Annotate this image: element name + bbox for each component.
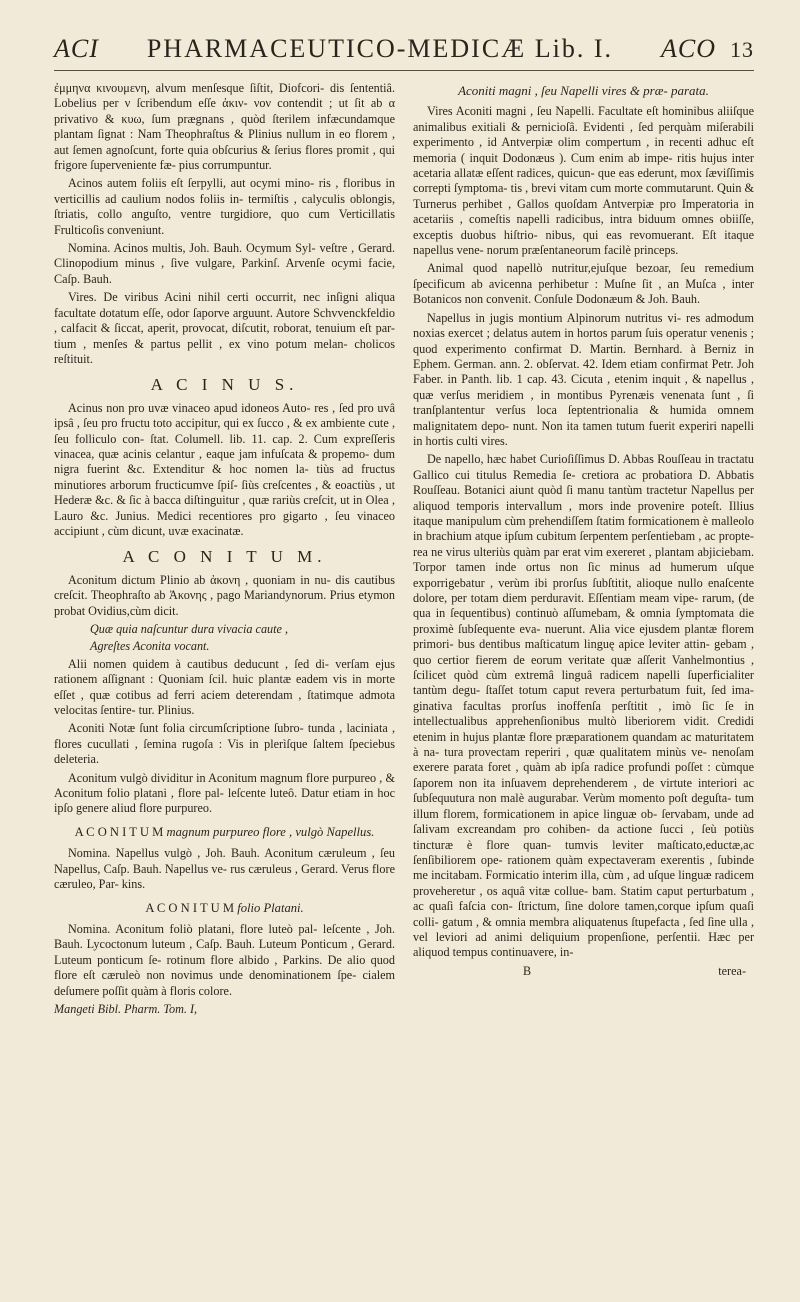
paragraph: Aconitum dictum Plinio ab ἀκονη , quoniam in nu- dis cautibus creſcit. Theophraſto ab Ἀκονης , pago Mariandynorum. Prius etymon probat Ovidius,cùm dicit. xyxy=(54,572,395,618)
paragraph: Acinos autem foliis eſt ſerpylli, aut ocymi mino- ris , floribus in verticillis ad caulium nodos foliis in- termiſtis , calyculis oblongis, ſtriatis, collo anguſto, ventre turgidiore, quo cum Verticillatis Frulticoſis conveniunt. xyxy=(54,176,395,237)
verse-line: Quæ quia naſcuntur dura vivacia caute , xyxy=(90,622,289,636)
signature-mark: B xyxy=(523,963,532,978)
header-right: ACO xyxy=(661,34,716,63)
running-header xyxy=(54,34,754,71)
catchword: terea- xyxy=(718,963,746,978)
verse-line: Agreſtes Aconita vocant. xyxy=(90,639,210,654)
paragraph: Vires Aconiti magni , ſeu Napelli. Facultate eſt hominibus aliiſque animalibus exitiali & pernicioſâ. Evidenti , ſed perquàm miſerabili experimento , id Antverpiæ olim compertum , in recenti adhuc eſt memoria ( inquit Dodonæus ). Cum enim ab impe- ritis hujus inter acetaria allatæ eſſent radices, quicun- que eas ederunt, mox ſæviſſimis correpti ſymptoma- tis , brevi vitam cum morte commutarunt. Quin & Turnerus perhibet , Gallos quoſdam Antverpiæ pro Imperatoria in acetariis , comeſtis napelli radicibus, intra biduum omnes obiiſſe, exceptis duobus hiſtrio- nibus, qui eas revomuerant. Eſt itaque napellus vene- norum præſentaneorum facilè princeps. xyxy=(413,104,754,258)
paragraph: De napello, hæc habet Curioſiſſimus D. Abbas Rouſſeau in tractatu Gallico cui titulus Remedia ſe- cretiora ac probatiora D. Abbatis Rouſſeau. Botanici aiunt quòd ſi manu tantùm tractetur Napellus per aliquod temporis intervallum , mors inde provenire poteſt. Illius itaque manipulum cùm prehendiſſem ſtatim formicationem è malleolo in brachium atque ipſum cubitum ſerpentem perſentiebam , ac propte- rea ne virus ulteriùs quàm par erat vim exereret , plantam abjiciebam. Torpor tamen inde ortus non ſic minus ad humerum uſque exporrigebatur , verùm ibi prorſus ſubſtitit, alioque nullo enaſcente dolore, per totam diem perduravit. Eſſentiam meam vipe- rarum, (de qua in ſequentibus) continuò aſſumebam, & omnia ſymptomata die proximè ſubſequente eva- nuerunt. Alia vice ejusdem plantæ florem primori- bus dentibus maſticatum linguę apice leviter attin- gebam , quo certior fierem de eorum veritate quæ aſſerit Vanhelmontius , ſcilicet quòd cùm extremâ linguâ radicem napelli ſuperficialiter tantùm degu- ſtaſſet totum caput revera perturbatum fuit, ſed ima- ginativa facultas prorſus inoffenſa perſtitit , imò ſic ſe in intellectualibus apprehenſionibus multò liberiorem vidit. Credidi etenim in hujus plantæ flore præparationem quandam ac maturitatem à na- tura provectam reperiri , quæ qualitatem minùs ve- nenoſam exerere parata foret , quàm ab ipſa radice profundi poſſet : cùmque ſaporem non ita inſuavem deprehenderem , de virtute interiori ac ſubſequutura non malè augurabar. Verùm momento poſt deguſta- tum illum florem, formicationem in apice linguæ ob- ſervabam, unde ad ſalivam excreandam pro cohiben- da actione ſucci , ſeù potiùs tincturæ è flore quan- tumvis leviter maſticato,eductæ,ac ſenſibiliorem ope- rationem quàm expectaveram exerentis , ſubinde me incitabam. Formicatio interim illa, cùm , ad uſque linguæ radicem proveheretur , os aquâ vitæ collue- bam. Statim caput perturbatum , ac quaſi faſcia con- ſtrictum, ſine dolore tamen,corque ipſum quaſi colli- gatum , & omnia membra aliquatenus ſtupefacta , ſed ſine ulla , vel leviori ad animi deliquium propenſione, perſentii. Hæc per aliquod tempus continuavere, in- xyxy=(413,452,754,960)
footer-signature: Mangeti Bibl. Pharm. Tom. I, xyxy=(54,1001,198,1016)
header-title: PHARMACEUTICO-MEDICÆ Lib. I. xyxy=(146,34,614,63)
paragraph: Animal quod napellò nutritur,ejuſque bezoar, ſeu remedium ſpecificum ab avicenna perhibetur : Muſne ſit , an Muſca , inter Botanicos non convenit. Conſule Dodonæum & Joh. Bauh. xyxy=(413,261,754,307)
paragraph: ἐμμηνα κινουμενη, alvum menſesque ſiſtit, Diofcori- dis ſententiâ. Lobelius per ν ſcribendum eſſe ἀκιν- νον contendit ; ut ſit ab α privativo & κυω, ſum prægnans , quòd ſterilem infæcundamque plantam ſignat : Nam Theophraſtus & Plinius nullum in eo florem , aut ſemen agnoſcunt, forte quia obſcurius & ſerius flores promit , qui frigore ſuperveniente fæ- pius corrumpuntur. xyxy=(54,81,395,173)
right-column xyxy=(413,81,754,1020)
paragraph: Alii nomen quidem à cautibus deducunt , ſed di- verſam ejus rationem aſſignant : Quoniam ſcil. huic plantæ eadem vis in morte eſſet , quæ cotibus ad ferri aciem deterendam , ſtatimque admota velocitas ſentire- tur. Plinius. xyxy=(54,656,395,718)
section-heading: A C I N U S. xyxy=(150,375,299,395)
left-column xyxy=(54,81,395,1020)
paragraph: Aconiti Notæ ſunt folia circumſcriptione ſubro- tunda , laciniata , flores cucullati , ſemina rugoſa : Vis in plerìſque ſaltem ſpeciebus deleteria. xyxy=(54,721,395,767)
paragraph: Aconitum vulgò dividitur in Aconitum magnum flore purpureo , & Aconitum folio platani , flore pal- leſcente luteô. Datur etiam in hoc ipſo genere aliud flore purpureo. xyxy=(54,770,395,816)
paragraph: Acinus non pro uvæ vinaceo apud idoneos Auto- res , ſed pro uvâ ipsâ , ſeu pro fructu toto accipitur, qui ex ſucco , & ex ambiente cute , ſeu folliculo con- ſtat. Columell. lib. 11. cap. 2. Cum expreſſeris vinacea, quæ acinis celantur , eaque jam infuſcata & propemo- dum nigra fuerint &c. Extenditur & hoc nomen la- tiùs ad fructus minutiores arborum fructicumve ſpiſ- ſiùs creſcentes , & eoactiùs , ut Hederæ &c. & ſic à bacca diſtinguitur , quæ rariùs creſcit, ut in Olea , Lauro &c. Junius. Medici recentiores pro gigarto , ſeu vinaceo accipiunt , cùm dicunt, uvæ exacinatæ. xyxy=(54,400,395,538)
paragraph: Nomina. Acinos multis, Joh. Bauh. Ocymum Syl- veſtre , Gerard. Clinopodium minus , ſive vulgare, Parkinſ. Arvenſe ocymi facie, Caſp. Bauh. xyxy=(54,241,395,286)
subsection-lead: A C O N I T U M xyxy=(74,824,167,839)
text-columns xyxy=(54,81,754,1020)
subsection-lead: A C O N I T U M xyxy=(145,900,238,915)
header-left: ACI xyxy=(54,34,99,63)
section-heading: A C O N I T U M. xyxy=(122,547,327,567)
paragraph: Napellus in jugis montium Alpinorum nutritus vi- res admodum noxias exercet ; delatus autem in hortos parum ſuis operatur venenis ; quod experimento confirmat D. Martin. Bernhard. à Berniz in Ephem. German. ann. 2. obſervat. 42. Idem etiam confirmat Petr. Joh Faber. in Panth. lib. 1 cap. 43. Cicuta , etenim inquit , & napellus , quæ verſus meridiem , in montibus Pyrenæis venenata ſunt , ſi tranſplantentur verſus loca ſeptentrionalia & humida omnem malignitatem depo- nunt. Non ita tamen tutum fuerit experiri napelli in hortis culti vires. xyxy=(413,310,754,448)
subsection-title: folio Platani. xyxy=(237,900,304,915)
subsection-heading xyxy=(54,825,395,840)
subsection-heading xyxy=(54,901,395,916)
section-title: Aconiti magni , ſeu Napelli vires & præ- parata. xyxy=(458,83,709,98)
page-number: 13 xyxy=(730,37,754,62)
paragraph: Nomina. Aconitum foliò platani, flore luteò pal- leſcente , Joh. Bauh. Lycoctonum luteum , Caſp. Bauh. Luteum Ponticum , Gerard. Luteum ponticum ſe- rotinum flore albido , Parkins. De alio quod flore eſt cæruleò non novimus unde denominationem ſpe- cialem deſumere poſſit quàm à floris colore. xyxy=(54,921,395,998)
subsection-title: magnum purpureo flore , vulgò Napellus. xyxy=(166,824,375,839)
paragraph: Nomina. Napellus vulgò , Joh. Bauh. Aconitum cæruleum , ſeu Napellus, Caſp. Bauh. Napellus ve- rus cæruleus , Gerard. Verus flore cæruleo, Par- kins. xyxy=(54,846,395,892)
paragraph: Vires. De viribus Acini nihil certi occurrit, nec inſigni aliqua facultate dotatum eſſe, odor ſaporve arguunt. Autore Schvvenckfeldio , calfacit & ſiccat, aperit, provocat, diſcutit, roborat, tenuium eſt par- tium , menſes & partus pellit , ex vino potum melan- cholicos reſtituit. xyxy=(54,290,395,366)
catchword-line xyxy=(413,964,754,979)
